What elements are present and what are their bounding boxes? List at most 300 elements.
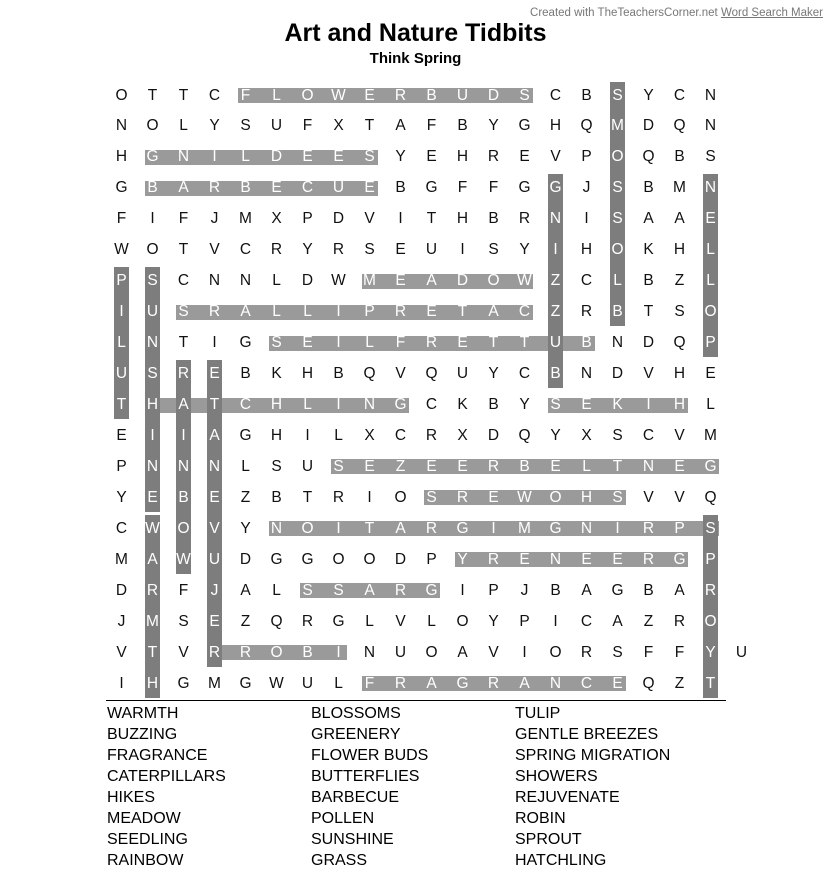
grid-letter: H <box>146 674 159 692</box>
grid-letter: E <box>364 457 375 475</box>
puzzle-title: Art and Nature Tidbits <box>284 19 547 47</box>
grid-letter: X <box>333 117 344 135</box>
found-word-highlight <box>176 305 533 320</box>
word-list-item: BUZZING <box>107 726 178 743</box>
found-word-highlight <box>362 274 533 289</box>
grid-letter: R <box>487 674 500 692</box>
grid-letter: T <box>364 117 375 135</box>
grid-letter: H <box>456 210 469 228</box>
grid-letter: S <box>364 241 375 259</box>
grid-letter: I <box>119 674 124 692</box>
grid-letter: N <box>580 519 593 537</box>
grid-letter: T <box>705 674 716 692</box>
grid-letter: I <box>336 519 341 537</box>
grid-letter: R <box>456 488 469 506</box>
grid-letter: T <box>302 488 313 506</box>
grid-letter: I <box>150 426 155 444</box>
grid-letter: C <box>518 303 531 321</box>
grid-letter: V <box>395 612 406 630</box>
grid-letter: E <box>364 179 375 197</box>
grid-letter: I <box>460 241 465 259</box>
grid-letter: S <box>426 488 437 506</box>
grid-letter: U <box>270 117 283 135</box>
grid-letter: Z <box>643 612 654 630</box>
grid-letter: A <box>178 396 189 413</box>
grid-letter: Z <box>240 488 251 506</box>
word-list-item: SPROUT <box>515 831 582 848</box>
grid-letter: G <box>301 550 314 568</box>
grid-letter: P <box>302 210 313 228</box>
grid-letter: N <box>580 365 593 383</box>
grid-letter: R <box>301 612 314 630</box>
grid-letter: R <box>425 334 438 352</box>
grid-letter: H <box>673 241 686 259</box>
grid-letter: J <box>582 179 591 197</box>
grid-letter: E <box>488 488 499 506</box>
grid-letter: S <box>333 581 344 599</box>
grid-letter: R <box>642 550 655 568</box>
grid-letter: I <box>212 334 217 352</box>
word-list-item: BARBECUE <box>311 789 400 806</box>
grid-letter: B <box>240 179 251 197</box>
grid-letter: G <box>146 148 159 166</box>
grid-letter: I <box>181 426 186 444</box>
grid-letter: E <box>209 488 220 506</box>
grid-letter: V <box>395 365 406 383</box>
grid-letter: E <box>395 272 406 290</box>
found-word-highlight <box>145 515 160 698</box>
grid-letter: X <box>271 210 282 228</box>
grid-letter: A <box>457 643 468 661</box>
grid-letter: E <box>333 148 344 166</box>
grid-letter: T <box>612 457 623 475</box>
grid-letter: T <box>178 86 189 104</box>
grid-letter: R <box>332 241 345 259</box>
grid-letter: L <box>241 148 250 166</box>
grid-letter: Y <box>705 643 716 661</box>
grid-letter: U <box>115 365 128 383</box>
grid-letter: G <box>549 519 562 537</box>
grid-letter: D <box>270 148 283 166</box>
grid-letter: U <box>301 674 314 692</box>
word-search-maker-link[interactable]: Word Search Maker <box>720 7 823 19</box>
grid-letter: T <box>178 241 189 259</box>
grid-letter: J <box>210 581 219 599</box>
grid-letter: L <box>303 303 312 321</box>
grid-letter: L <box>582 457 591 475</box>
grid-letter: I <box>398 210 403 228</box>
grid-letter: G <box>673 550 686 568</box>
grid-letter: A <box>209 426 220 444</box>
grid-letter: N <box>611 334 624 352</box>
grid-letter: Y <box>519 241 530 259</box>
grid-letter: M <box>146 612 159 630</box>
grid-letter: E <box>147 488 158 506</box>
grid-letter: S <box>178 303 189 321</box>
grid-letter: P <box>426 550 437 568</box>
grid-letter: T <box>178 334 189 352</box>
grid-letter: Y <box>395 148 406 166</box>
grid-letter: H <box>115 148 128 166</box>
grid-letter: N <box>704 179 717 197</box>
grid-letter: Q <box>673 117 686 135</box>
grid-letter: R <box>208 643 221 661</box>
grid-letter: J <box>520 581 529 599</box>
grid-letter: I <box>212 148 217 166</box>
grid-letter: U <box>549 334 562 352</box>
grid-letter: G <box>239 426 252 444</box>
grid-letter: C <box>239 396 252 413</box>
grid-letter: E <box>457 457 468 475</box>
grid-letter: F <box>488 179 499 197</box>
grid-letter: G <box>115 179 128 197</box>
grid-letter: B <box>674 148 685 166</box>
grid-letter: R <box>642 519 655 537</box>
grid-letter: E <box>550 457 561 475</box>
grid-letter: H <box>270 396 283 413</box>
grid-letter: J <box>117 612 126 630</box>
grid-letter: N <box>270 519 283 537</box>
found-word-highlight <box>703 174 718 357</box>
grid-letter: D <box>394 550 407 568</box>
grid-letter: S <box>488 241 499 259</box>
grid-letter: B <box>581 86 592 104</box>
grid-letter: Y <box>550 426 561 444</box>
grid-letter: T <box>364 519 375 537</box>
grid-letter: E <box>209 365 220 383</box>
grid-letter: C <box>208 86 221 104</box>
grid-letter: D <box>301 272 314 290</box>
grid-letter: C <box>549 86 562 104</box>
grid-letter: N <box>704 86 717 104</box>
grid-letter: A <box>674 581 685 599</box>
grid-letter: C <box>580 674 593 692</box>
grid-letter: S <box>147 272 158 290</box>
grid-letter: N <box>115 117 128 135</box>
grid-letter: O <box>146 241 159 259</box>
grid-letter: U <box>456 365 469 383</box>
grid-letter: D <box>115 581 128 599</box>
grid-letter: O <box>270 643 283 661</box>
grid-letter: R <box>394 581 407 599</box>
grid-letter: Y <box>116 488 127 506</box>
grid-letter: O <box>177 519 190 537</box>
grid-letter: D <box>239 550 252 568</box>
grid-letter: R <box>487 148 500 166</box>
grid-letter: D <box>487 426 500 444</box>
grid-letter: D <box>611 365 624 383</box>
grid-letter: A <box>674 210 685 228</box>
grid-letter: G <box>456 519 469 537</box>
grid-letter: I <box>646 396 651 413</box>
grid-letter: U <box>425 241 438 259</box>
grid-letter: I <box>150 210 155 228</box>
grid-letter: N <box>146 334 159 352</box>
grid-letter: A <box>426 674 437 692</box>
grid-letter: Y <box>457 550 468 568</box>
grid-letter: B <box>643 272 654 290</box>
grid-letter: R <box>487 457 500 475</box>
grid-letter: S <box>271 457 282 475</box>
grid-letter: F <box>426 117 437 135</box>
grid-letter: S <box>612 643 623 661</box>
grid-letter: U <box>735 643 748 661</box>
grid-letter: R <box>332 488 345 506</box>
grid-letter: W <box>114 241 129 259</box>
grid-letter: S <box>612 488 623 506</box>
grid-letter: P <box>519 612 530 630</box>
grid-letter: F <box>178 210 189 228</box>
grid-letter: L <box>613 272 622 290</box>
word-list-item: SHOWERS <box>515 768 598 785</box>
grid-letter: I <box>336 396 341 413</box>
grid-letter: W <box>331 86 346 104</box>
grid-letter: U <box>332 179 345 197</box>
grid-letter: E <box>116 426 127 444</box>
grid-letter: M <box>518 519 531 537</box>
grid-letter: F <box>116 210 127 228</box>
grid-letter: G <box>518 117 531 135</box>
grid-letter: H <box>456 148 469 166</box>
grid-letter: W <box>145 519 160 537</box>
grid-letter: I <box>336 334 341 352</box>
grid-letter: M <box>704 426 717 444</box>
grid-letter: C <box>642 426 655 444</box>
grid-letter: S <box>612 179 623 197</box>
grid-letter: H <box>549 117 562 135</box>
grid-letter: V <box>674 488 685 506</box>
grid-letter: O <box>611 241 624 259</box>
grid-letter: L <box>272 303 281 321</box>
grid-letter: D <box>332 210 345 228</box>
grid-letter: I <box>305 426 310 444</box>
grid-letter: P <box>581 148 592 166</box>
word-list-item: REJUVENATE <box>515 789 620 806</box>
grid-letter: E <box>426 457 437 475</box>
grid-letter: B <box>147 179 158 197</box>
grid-letter: F <box>178 581 189 599</box>
grid-letter: A <box>519 674 530 692</box>
word-list-item: FLOWER BUDS <box>311 747 429 764</box>
grid-letter: T <box>488 334 499 352</box>
grid-letter: T <box>519 334 530 352</box>
grid-letter: Q <box>642 148 655 166</box>
grid-letter: E <box>457 334 468 352</box>
grid-letter: O <box>704 303 717 321</box>
grid-letter: A <box>612 612 623 630</box>
puzzle-subtitle: Think Spring <box>369 50 462 67</box>
word-list-column-3 <box>515 703 670 871</box>
grid-letter: V <box>488 643 499 661</box>
grid-letter: C <box>301 179 314 197</box>
grid-letter: I <box>491 519 496 537</box>
grid-letter: B <box>612 303 623 321</box>
grid-letter: K <box>612 396 623 413</box>
grid-letter: P <box>364 303 375 321</box>
grid-letter: Z <box>240 612 251 630</box>
grid-letter: M <box>363 272 376 290</box>
grid-letter: U <box>456 86 469 104</box>
grid-letter: Z <box>550 272 561 290</box>
grid-letter: Q <box>704 488 717 506</box>
grid-letter: V <box>178 643 189 661</box>
credit-prefix: Created with TheTeachersCorner.net <box>530 7 718 19</box>
grid-letter: O <box>487 272 500 290</box>
grid-letter: O <box>394 488 407 506</box>
grid-letter: H <box>673 365 686 383</box>
grid-letter: V <box>643 365 654 383</box>
grid-letter: G <box>332 612 345 630</box>
grid-letter: K <box>643 241 654 259</box>
grid-letter: Y <box>488 117 499 135</box>
grid-letter: R <box>580 643 593 661</box>
grid-letter: O <box>425 643 438 661</box>
grid-letter: E <box>209 612 220 630</box>
grid-letter: M <box>673 179 686 197</box>
grid-letter: V <box>550 148 561 166</box>
grid-letter: F <box>643 643 654 661</box>
grid-letter: I <box>119 303 124 321</box>
grid-letter: V <box>209 519 220 537</box>
grid-letter: I <box>584 210 589 228</box>
grid-letter: O <box>146 117 159 135</box>
grid-letter: A <box>643 210 654 228</box>
grid-letter: B <box>426 86 437 104</box>
grid-letter: N <box>363 396 376 413</box>
grid-letter: G <box>177 674 190 692</box>
grid-letter: I <box>336 303 341 321</box>
grid-letter: S <box>178 612 189 630</box>
grid-letter: R <box>394 86 407 104</box>
grid-letter: F <box>457 179 468 197</box>
grid-letter: S <box>147 365 158 383</box>
grid-letter: N <box>177 457 190 475</box>
grid-letter: A <box>364 581 375 599</box>
grid-letter: B <box>643 581 654 599</box>
grid-letter: S <box>364 148 375 166</box>
grid-letter: L <box>241 457 250 475</box>
word-list-column-1 <box>107 703 226 871</box>
grid-letter: E <box>612 674 623 692</box>
grid-letter: O <box>549 643 562 661</box>
grid-letter: C <box>239 241 252 259</box>
grid-letter: I <box>367 488 372 506</box>
grid-letter: E <box>426 303 437 321</box>
grid-letter: E <box>612 550 623 568</box>
grid-letter: W <box>331 272 346 290</box>
grid-letter: A <box>240 581 251 599</box>
grid-letter: O <box>549 488 562 506</box>
grid-letter: Y <box>302 241 313 259</box>
word-list-item: TULIP <box>515 705 561 722</box>
grid-letter: O <box>704 612 717 630</box>
word-list-item: CATERPILLARS <box>107 768 226 785</box>
grid-letter: L <box>272 581 281 599</box>
grid-letter: N <box>704 117 717 135</box>
grid-letter: J <box>210 210 219 228</box>
grid-letter: R <box>208 179 221 197</box>
grid-letter: E <box>426 148 437 166</box>
grid-letter: T <box>116 396 127 413</box>
grid-letter: C <box>425 396 438 413</box>
grid-letter: S <box>705 148 716 166</box>
grid-letter: S <box>240 117 251 135</box>
grid-letter: B <box>457 117 468 135</box>
word-list-item: ROBIN <box>515 810 566 827</box>
grid-letter: M <box>239 210 252 228</box>
grid-letter: E <box>705 365 716 383</box>
grid-letter: S <box>333 457 344 475</box>
grid-letter: I <box>553 612 558 630</box>
grid-letter: L <box>117 334 126 352</box>
grid-letter: O <box>363 550 376 568</box>
word-list-item: HIKES <box>107 789 156 806</box>
grid-letter: Q <box>580 117 593 135</box>
grid-letter: A <box>581 581 592 599</box>
grid-letter: R <box>425 519 438 537</box>
grid-letter: R <box>239 643 252 661</box>
grid-letter: M <box>208 674 221 692</box>
grid-letter: I <box>522 643 527 661</box>
word-list-item: GREENERY <box>311 726 401 743</box>
grid-letter: Q <box>518 426 531 444</box>
grid-letter: Y <box>209 117 220 135</box>
grid-letter: Q <box>270 612 283 630</box>
grid-letter: Q <box>363 365 376 383</box>
grid-letter: P <box>674 519 685 537</box>
grid-letter: C <box>580 272 593 290</box>
grid-letter: R <box>704 581 717 599</box>
grid-letter: Q <box>642 674 655 692</box>
grid-letter: V <box>674 426 685 444</box>
word-list-item: SUNSHINE <box>311 831 394 848</box>
grid-letter: S <box>705 519 716 537</box>
grid-letter: C <box>394 426 407 444</box>
grid-letter: Y <box>488 365 499 383</box>
grid-letter: R <box>270 241 283 259</box>
grid-letter: R <box>487 550 500 568</box>
grid-letter: B <box>302 643 313 661</box>
grid-letter: Z <box>674 272 685 290</box>
grid-letter: C <box>115 519 128 537</box>
word-list-item: GRASS <box>311 852 368 869</box>
grid-letter: B <box>488 396 499 413</box>
grid-letter: E <box>364 86 375 104</box>
grid-letter: R <box>673 612 686 630</box>
grid-letter: F <box>240 86 251 104</box>
grid-letter: N <box>208 272 221 290</box>
grid-letter: B <box>643 179 654 197</box>
grid-letter: G <box>549 179 562 197</box>
grid-letter: S <box>674 303 685 321</box>
grid-letter: I <box>336 643 341 661</box>
grid-letter: O <box>611 148 624 166</box>
grid-letter: Z <box>395 457 406 475</box>
grid-letter: B <box>488 210 499 228</box>
grid-letter: G <box>611 581 624 599</box>
grid-letter: B <box>581 334 592 352</box>
grid-letter: E <box>674 457 685 475</box>
word-list-item: WARMTH <box>107 705 179 722</box>
grid-letter: N <box>208 457 221 475</box>
grid-letter: U <box>208 550 221 568</box>
grid-letter: L <box>334 674 343 692</box>
grid-letter: E <box>271 179 282 197</box>
grid-letter: R <box>208 303 221 321</box>
grid-letter: L <box>427 612 436 630</box>
grid-letter: H <box>580 241 593 259</box>
grid-letter: N <box>549 674 562 692</box>
